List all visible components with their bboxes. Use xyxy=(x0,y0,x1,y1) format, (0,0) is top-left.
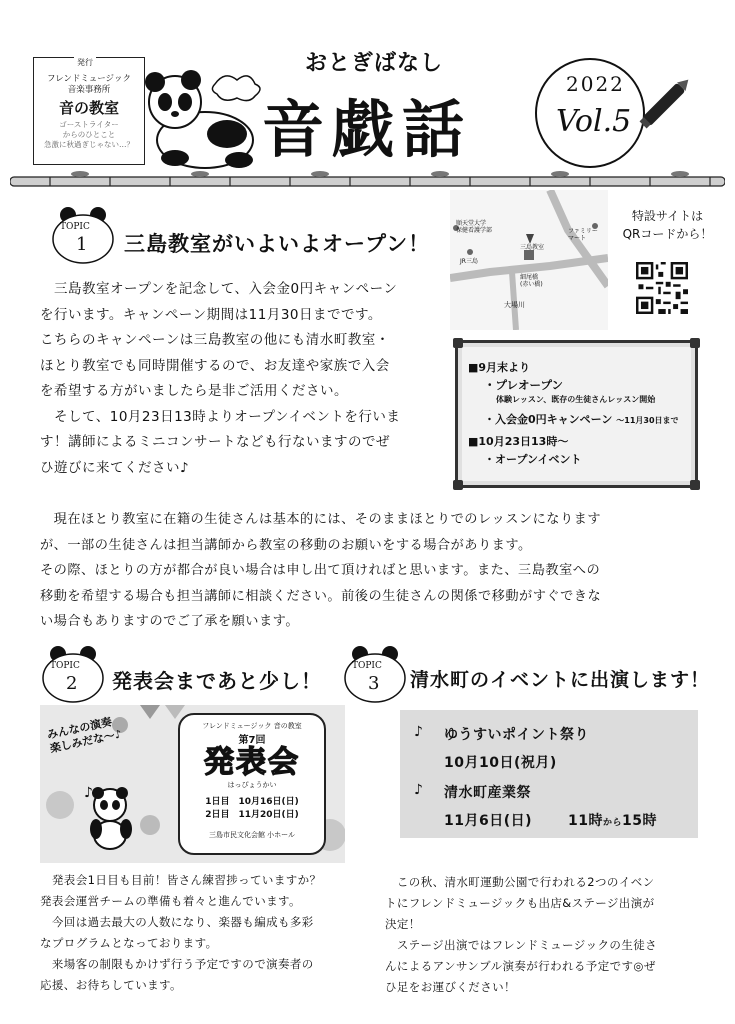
topic-2-line: 発表会運営チームの準備も着々と進んでいます。 xyxy=(40,894,301,908)
issue-volume: Vol.5 xyxy=(556,104,632,139)
board-corner xyxy=(690,480,700,490)
topic-1-body-2 xyxy=(40,507,710,635)
topic-3-heading: 清水町のイベントに出演します！ xyxy=(410,669,711,691)
recital-card xyxy=(178,713,326,855)
map-label-familymart: ファミリー マート xyxy=(568,228,598,242)
recital-organizer: フレンドミュージック 音の教室 xyxy=(202,722,302,730)
topic-1-line: その際、ほとりの方が都合が良い場合は申し出て頂ければと思います。また、三島教室への xyxy=(40,563,601,578)
event-1-name: ゆうすいポイント祭り xyxy=(444,727,589,743)
topic-2-body xyxy=(40,870,350,996)
event-2-time xyxy=(568,810,657,830)
recital-flyer-image xyxy=(40,705,345,863)
map-label-bridge: 細尾橋 (赤い橋) xyxy=(520,274,543,288)
publisher-sub-3: 急激に秋過ぎじゃない…？ xyxy=(44,140,134,149)
recital-title: 発表会 xyxy=(204,745,300,780)
topic-3-line: この秋、清水町運動公園で行われる2つのイベン xyxy=(385,875,655,889)
topic-3-line: んによるアンサンブル演奏が行われる予定です◎ぜ xyxy=(385,959,656,973)
publisher-company: フレンドミュージック 音楽事務所 xyxy=(46,74,132,95)
topic-1-line: 現在ほとり教室に在籍の生徒さんは基本的には、そのままほとりでのレッスンになります xyxy=(40,512,602,527)
topic-1-line: す！講師によるミニコンサートなども行ないますのでぜ xyxy=(40,434,390,450)
board-line-3: 体験レッスン、既存の生徒さんレッスン開始 xyxy=(496,395,656,404)
topic-3-line: ひ足をお運びください！ xyxy=(385,980,516,994)
topic-2-line: 応援、お待ちしています。 xyxy=(40,978,182,992)
publisher-name: 音の教室 xyxy=(58,99,119,117)
board-line-6: ・オープンイベント xyxy=(484,453,582,466)
topic-2-line: なプログラムとなっております。 xyxy=(40,936,218,950)
newsletter-title: 音戯話 xyxy=(262,93,473,166)
issue-year: 2022 xyxy=(566,72,625,96)
board-campaign: ・入会金0円キャンペーン xyxy=(484,413,613,426)
recital-day-2: 2日目 11月20日(日) xyxy=(205,810,299,820)
publisher-sub-2: からのひとこと xyxy=(62,130,116,139)
board-line-1: ■9月末より xyxy=(468,361,531,374)
topic-2-number: 2 xyxy=(66,673,78,694)
map-label-university: 順天堂大学 保健看護学部 xyxy=(456,220,493,234)
header-subtitle: おとぎばなし xyxy=(305,51,444,76)
topic-1-body xyxy=(40,277,460,481)
recital-reading: はっぴょうかい xyxy=(227,781,277,789)
recital-speech-bubble: みんなの演奏 楽しみだな〜♪ xyxy=(45,715,123,756)
svg-text:♪: ♪ xyxy=(84,785,93,801)
topic-3-label: TOPIC xyxy=(352,661,382,671)
recital-venue: 三島市民文化会館 小ホール xyxy=(208,831,296,839)
map-image xyxy=(450,190,608,330)
topic-3-line: 決定！ xyxy=(385,917,421,931)
topic-2-heading: 発表会まであと少し！ xyxy=(112,669,322,693)
event-2-date: 11月6日(日) xyxy=(444,813,533,829)
board-line-4 xyxy=(484,411,679,427)
schedule-board xyxy=(455,340,698,488)
publisher-box xyxy=(33,57,145,165)
event-2-from: から xyxy=(602,818,622,828)
topic-1-line: こちらのキャンペーンは三島教室の他にも清水町教室・ xyxy=(40,332,390,348)
topic-1-line: ひ遊びに来てください♪ xyxy=(40,459,190,476)
publisher-sub-1: ゴーストライター xyxy=(59,120,119,129)
topic-1-line: 三島教室オープンを記念して、入会金0円キャンペーン xyxy=(40,281,398,297)
event-1-note-icon: ♪ xyxy=(414,724,424,740)
board-line-2: ・プレオープン xyxy=(484,378,564,392)
topic-1-line: そして、10月23日13時よりオープンイベントを行いま xyxy=(40,408,401,425)
map-label-river: 大場川 xyxy=(504,301,525,309)
topic-1-heading: 三島教室がいよいよオープン！ xyxy=(124,232,431,256)
topic-1-label: TOPIC xyxy=(60,222,90,232)
event-2-note-icon: ♪ xyxy=(414,782,424,798)
recital-day-1: 1日目 10月16日(日) xyxy=(205,797,299,807)
panda-mascot-illustration xyxy=(135,62,275,174)
topic-2-line: 発表会1日目も目前！皆さん練習捗っていますか？ xyxy=(40,873,322,887)
event-2-end: 15時 xyxy=(622,813,657,829)
board-line-5: ■10月23日13時～ xyxy=(468,435,569,448)
topic-1-line: い場合もありますのでご了承を願います。 xyxy=(40,614,300,629)
topic-1-line: が、一部の生徒さんは担当講師から教室の移動のお願いをする場合があります。 xyxy=(40,537,532,553)
event-2-name: 清水町産業祭 xyxy=(444,785,531,801)
topic-2-label: TOPIC xyxy=(50,661,80,671)
qr-code-icon[interactable] xyxy=(636,262,688,314)
topic-2-line: 今回は過去最大の人数になり、楽器も編成も多彩 xyxy=(40,915,314,929)
topic-1-line: 移動を希望する場合も担当講師に相談ください。前後の生徒さんの関係で移動がすぐできな xyxy=(40,588,602,604)
topic-3-number: 3 xyxy=(368,673,380,694)
topic-2-line: 来場客の制限もかけず行う予定ですので演奏者の xyxy=(40,957,314,971)
map-label-school: 三島教室 xyxy=(520,244,545,251)
special-site-note: 特設サイトは QRコードから！ xyxy=(622,209,713,241)
event-2-start: 11時 xyxy=(568,813,603,829)
bamboo-divider xyxy=(10,170,725,192)
topic-3-line: トにフレンドミュージックも出店&ステージ出演が xyxy=(385,896,655,910)
topic-1-line: ほとり教室でも同時開催するので、お友達や家族で入会 xyxy=(40,357,390,374)
event-schedule-box xyxy=(400,710,698,838)
event-1-date: 10月10日(祝月) xyxy=(444,755,557,771)
recital-edition: 第7回 xyxy=(238,735,266,746)
topic-3-line: ステージ出演ではフレンドミュージックの生徒さ xyxy=(385,938,658,952)
board-corner xyxy=(690,338,700,348)
map-label-jr: JR三島 xyxy=(460,258,478,265)
board-corner xyxy=(453,480,463,490)
publisher-label: 発行 xyxy=(74,57,96,68)
board-campaign-end: ～11月30日まで xyxy=(616,416,679,425)
topic-1-line: を行います。キャンペーン期間は11月30日までです。 xyxy=(40,306,382,323)
pen-icon xyxy=(630,68,700,138)
topic-1-number: 1 xyxy=(76,234,88,255)
board-corner xyxy=(453,338,463,348)
topic-1-line: を希望する方がいましたら是非ご活用ください。 xyxy=(40,383,348,399)
topic-3-body xyxy=(385,872,705,998)
